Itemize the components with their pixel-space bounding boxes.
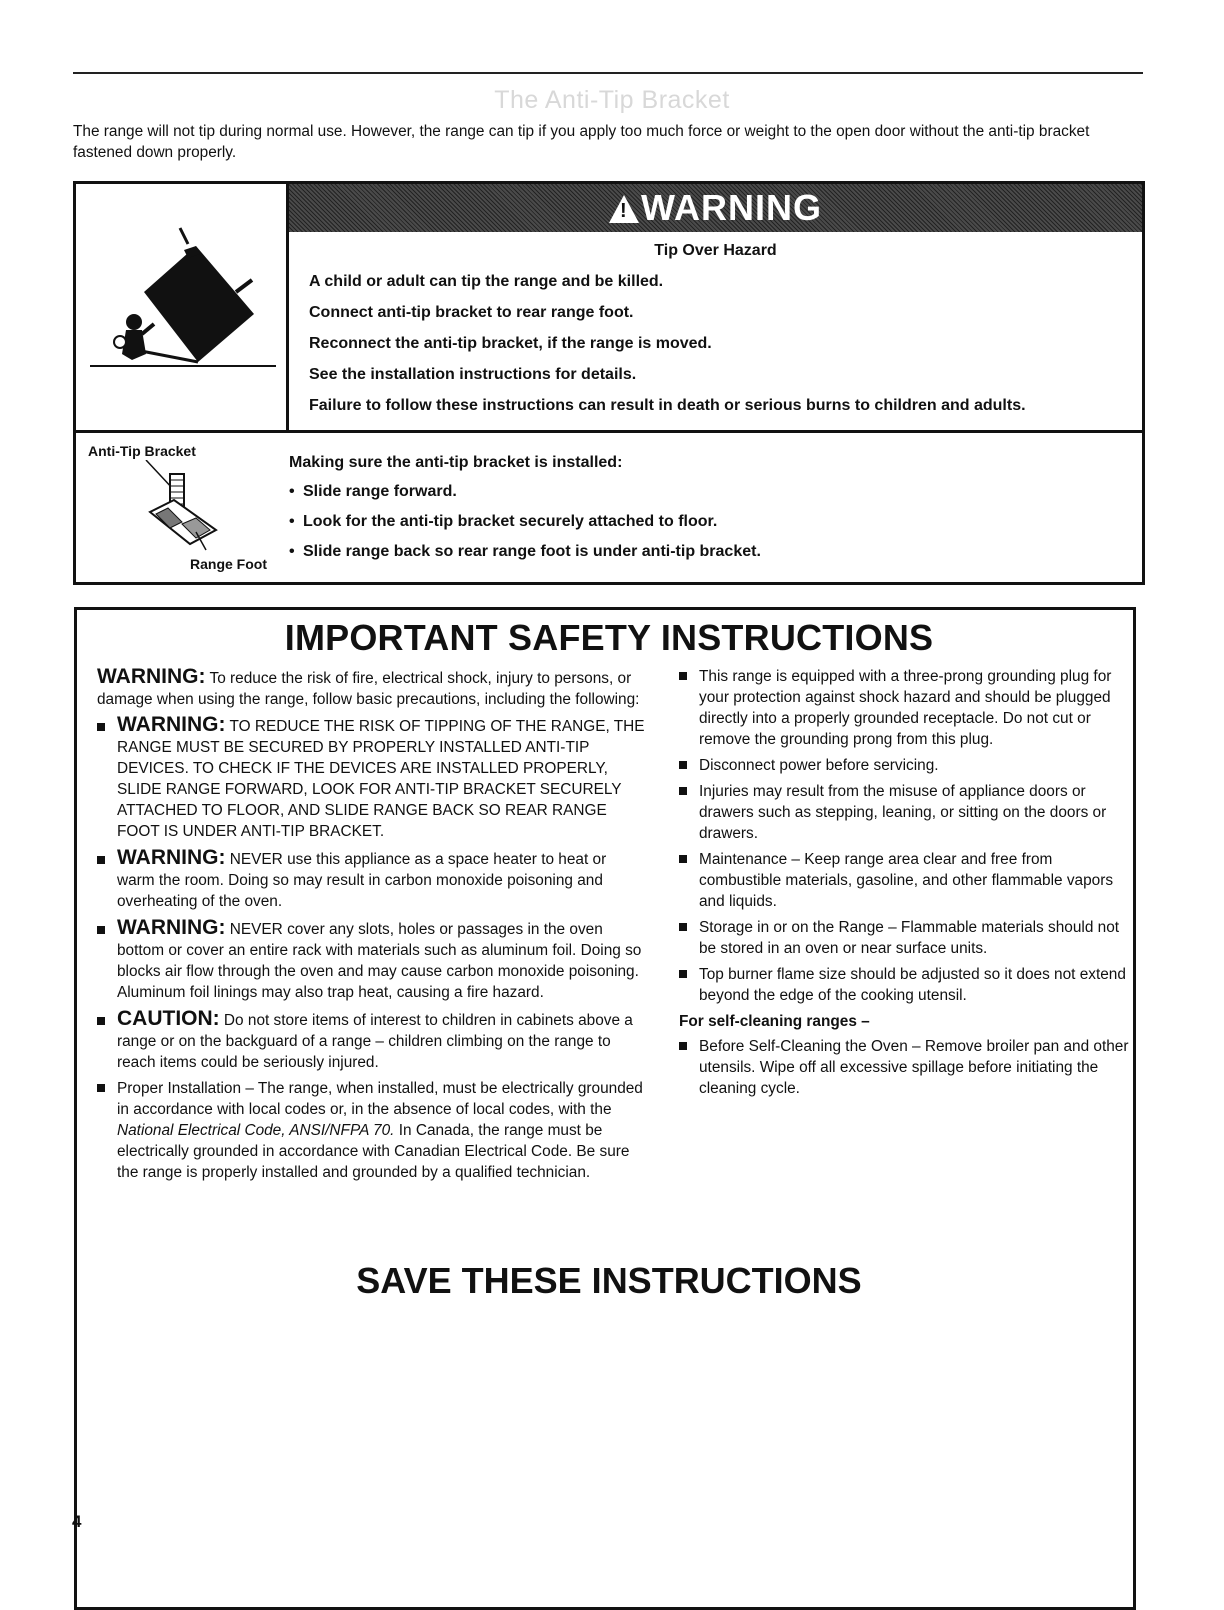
- list-item: Maintenance – Keep range area clear and free from combustible materials, gasoline, and other flammable vapors and liquids.: [679, 849, 1129, 912]
- warning-divider: [76, 430, 1142, 433]
- safety-lead: WARNING: To reduce the risk of fire, electrical shock, injury to persons, or damage when using the range, follow basic precautions, including the following:: [97, 665, 640, 708]
- list-item: Proper Installation – The range, when installed, must be electrically grounded in accordance with local codes or, in the absence of local codes, with the National Electrical Code, ANSI/NFPA 70. In Canada, the range must be electrically grounded in accordance with Canadian Electrical Code. Be sure the range is properly installed and grounded by a qualified technician.: [97, 1078, 647, 1183]
- top-rule: [73, 72, 1143, 74]
- list-item: CAUTION: Do not store items of interest to children in cabinets above a range or on the backguard of a range – children climbing on the range to reach items could be seriously injured.: [97, 1008, 647, 1073]
- list-item: WARNING: NEVER use this appliance as a space heater to heat or warm the room. Doing so may result in carbon monoxide poisoning and overheating of the oven.: [97, 847, 647, 912]
- warning-line: Connect anti-tip bracket to rear range foot.: [309, 304, 634, 321]
- safety-left-column: [97, 666, 647, 1188]
- list-item: Disconnect power before servicing.: [679, 755, 1129, 776]
- list-item: This range is equipped with a three-prong grounding plug for your protection against shock hazard and should be plugged directly into a properly grounded receptacle. Do not cut or remove the grounding prong from this plug.: [679, 666, 1129, 750]
- list-item: Before Self-Cleaning the Oven – Remove broiler pan and other utensils. Wipe off all excessive spillage before initiating the cleaning cycle.: [679, 1036, 1129, 1099]
- list-item: Top burner flame size should be adjusted so it does not extend beyond the edge of the cooking utensil.: [679, 964, 1129, 1006]
- list-item: Storage in or on the Range – Flammable materials should not be stored in an oven or near surface units.: [679, 917, 1129, 959]
- intro-paragraph: The range will not tip during normal use. However, the range can tip if you apply too much force or weight to the open door without the anti-tip bracket fastened down properly.: [73, 123, 1090, 161]
- list-item: WARNING: NEVER cover any slots, holes or passages in the oven bottom or cover an entire rack with materials such as aluminum foil. Doing so blocks air flow through the oven and may cause carbon monoxide poisoning. Aluminum foil linings may also trap heat, causing a fire hazard.: [97, 917, 647, 1003]
- list-item: WARNING: TO REDUCE THE RISK OF TIPPING OF THE RANGE, THE RANGE MUST BE SECURED BY PROPERLY INSTALLED ANTI-TIP DEVICES. TO CHECK IF THE DEVICES ARE INSTALLED PROPERLY, SLIDE RANGE FORWARD, LOOK FOR ANTI-TIP BRACKET SECURELY ATTACHED TO FLOOR, AND SLIDE RANGE BACK SO REAR RANGE FOOT IS UNDER ANTI-TIP BRACKET.: [97, 714, 647, 842]
- range-foot-label: Range Foot: [190, 556, 267, 572]
- warning-line: Failure to follow these instructions can result in death or serious burns to children and adults.: [309, 397, 1026, 414]
- page-number: 4: [72, 1512, 82, 1531]
- list-item: • Slide range forward.: [289, 483, 457, 500]
- list-item: • Slide range back so rear range foot is under anti-tip bracket.: [289, 543, 761, 560]
- warning-box: [73, 181, 1145, 585]
- hazard-title: Tip Over Hazard: [654, 242, 777, 259]
- tip-over-icon: [76, 184, 286, 430]
- bracket-label: Anti-Tip Bracket: [88, 443, 196, 459]
- warning-line: A child or adult can tip the range and be killed.: [309, 273, 664, 290]
- warning-lines: [309, 273, 1132, 428]
- check-intro: Making sure the anti-tip bracket is installed:: [289, 454, 623, 471]
- warning-line: Reconnect the anti-tip bracket, if the range is moved.: [309, 335, 712, 352]
- check-list: [289, 483, 761, 573]
- save-instructions-title: SAVE THESE INSTRUCTIONS: [356, 1260, 862, 1301]
- list-item: • Look for the anti-tip bracket securely attached to floor.: [289, 513, 718, 530]
- section-title: The Anti-Tip Bracket: [494, 86, 730, 114]
- warning-banner: !WARNING: [289, 184, 1142, 232]
- safety-right-column: [679, 666, 1129, 1104]
- anti-tip-bracket-icon: [116, 460, 226, 556]
- list-item: Injuries may result from the misuse of appliance doors or drawers such as stepping, leaning, or sitting on the doors or drawers.: [679, 781, 1129, 844]
- warning-triangle-icon: [609, 195, 639, 223]
- warning-line: See the installation instructions for details.: [309, 366, 637, 383]
- safety-title: IMPORTANT SAFETY INSTRUCTIONS: [284, 617, 934, 658]
- self-clean-heading: For self-cleaning ranges –: [679, 1013, 870, 1030]
- tip-over-illustration: [76, 184, 289, 430]
